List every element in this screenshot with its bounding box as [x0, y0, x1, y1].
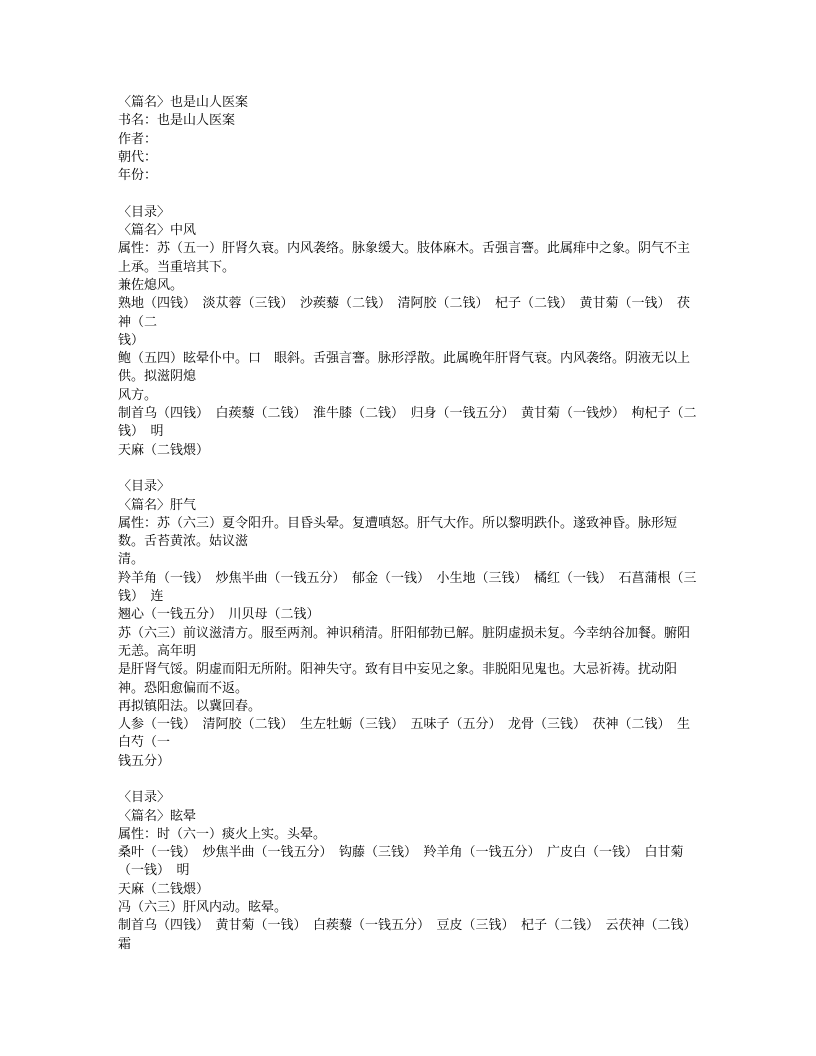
- text-line: 制首乌（四钱） 白蒺藜（二钱） 淮牛膝（二钱） 归身（一钱五分） 黄甘菊（一钱炒） 枸杞子（二钱） 明: [118, 406, 697, 440]
- text-line: 〈目录〉: [118, 479, 171, 495]
- text-line: 风方。: [118, 387, 158, 403]
- text-line: 属性：时（六一）痰火上实。头晕。: [118, 826, 327, 842]
- text-line: 人参（一钱） 清阿胶（二钱） 生左牡蛎（三钱） 五味子（五分） 龙骨（三钱） 茯神（二钱） 生白芍（一: [118, 717, 691, 751]
- text-line: 翘心（一钱五分） 川贝母（二钱）: [118, 607, 320, 623]
- text-line: 天麻（二钱煨）: [118, 442, 210, 458]
- blank-line: [118, 185, 700, 203]
- text-line: 〈目录〉: [118, 204, 171, 220]
- text-line: 制首乌（四钱） 黄甘菊（一钱） 白蒺藜（一钱五分） 豆皮（三钱） 杞子（二钱） 云茯神（二钱） 霜: [118, 918, 704, 952]
- blank-line: [118, 460, 700, 478]
- text-line: 再拟镇阳法。以冀回春。: [118, 698, 262, 714]
- text-line: 属性：苏（五一）肝肾久衰。内风袭络。脉象缓大。肢体麻木。舌强言謇。此属痱中之象。阴气不主上承。当重培其下。: [118, 241, 691, 275]
- text-line: 天麻（二钱煨）: [118, 881, 210, 897]
- text-line: 桑叶（一钱） 炒焦半曲（一钱五分） 钩藤（三钱） 羚羊角（一钱五分） 广皮白（一钱） 白甘菊（一钱） 明: [118, 845, 684, 879]
- text-line: 冯（六三）肝风内动。眩晕。: [118, 900, 288, 916]
- text-line: 熟地（四钱） 淡苁蓉（三钱） 沙蒺藜（二钱） 清阿胶（二钱） 杞子（二钱） 黄甘菊（一钱） 茯神（二: [118, 296, 691, 330]
- blank-line: [118, 771, 700, 789]
- text-line: 鲍（五四）眩晕仆中。口 眼斜。舌强言謇。脉形浮散。此属晚年肝肾气衰。内风袭络。阴液无以上供。拟滋阴熄: [118, 351, 691, 385]
- text-line: 钱）: [118, 332, 145, 348]
- text-line: 〈目录〉: [118, 790, 171, 806]
- document-page: [118, 94, 704, 954]
- text-line: 钱五分）: [118, 753, 171, 769]
- text-line: 书名：也是山人医案: [118, 113, 236, 129]
- text-line: 〈篇名〉中风: [118, 223, 197, 239]
- text-line: 属性：苏（六三）夏令阳升。目昏头晕。复遭嗔怒。肝气大作。所以黎明跌仆。遂致神昏。脉形短数。舌苔黄浓。姑议滋: [118, 515, 678, 550]
- text-line: 年份：: [118, 168, 158, 184]
- text-line: 清。: [118, 552, 145, 568]
- text-line: 作者：: [118, 131, 158, 147]
- text-line: 羚羊角（一钱） 炒焦半曲（一钱五分） 郁金（一钱） 小生地（三钱） 橘红（一钱） 石菖蒲根（三钱） 连: [118, 570, 697, 605]
- text-line: 朝代：: [118, 149, 158, 165]
- text-line: 〈篇名〉肝气: [118, 497, 197, 513]
- text-line: 苏（六三）前议滋清方。服至两剂。神识稍清。肝阳郁勃已解。脏阴虚损未复。今幸纳谷加餐。腑阳无恙。高年明: [118, 625, 691, 659]
- text-line: 〈篇名〉也是山人医案: [118, 95, 249, 110]
- text-line: 是肝肾气馁。阴虚而阳无所附。阳神失守。致有目中妄见之象。非脱阳见鬼也。大忌祈祷。扰动阳神。恐阳愈偏而不返。: [118, 662, 678, 696]
- text-line: 兼佐熄风。: [118, 277, 184, 293]
- text-line: 〈篇名〉眩晕: [118, 808, 197, 824]
